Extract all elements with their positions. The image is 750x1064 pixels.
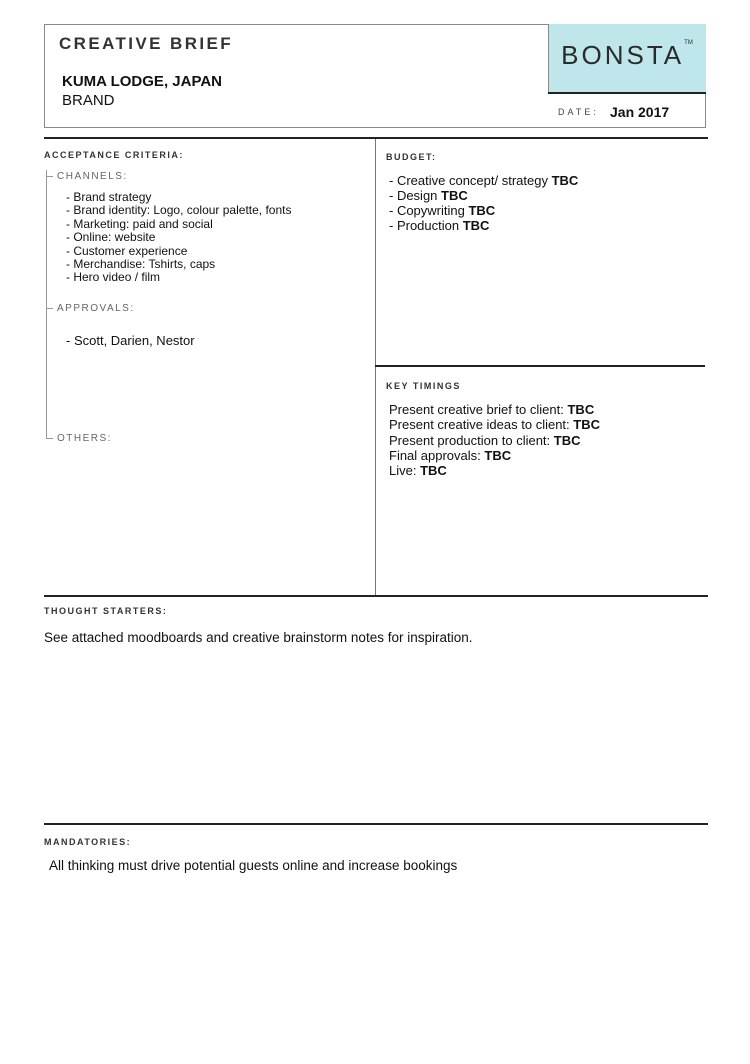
list-item: - Marketing: paid and social — [66, 216, 213, 231]
list-item — [389, 218, 578, 233]
page-title: CREATIVE BRIEF — [59, 34, 234, 53]
budget-item-value: TBC — [441, 188, 468, 203]
timing-item-value: TBC — [484, 447, 512, 463]
budget-item-value: TBC — [462, 218, 490, 233]
list-item — [389, 402, 600, 417]
timing-item-value: TBC — [553, 432, 581, 448]
list-item: - Brand strategy — [66, 190, 152, 204]
mandatories-text: All thinking must drive potential guests online and increase bookings — [49, 858, 458, 873]
list-item: - Online: website — [66, 230, 156, 245]
key-timings-label: KEY TIMINGS — [386, 381, 461, 391]
divider-top — [44, 137, 708, 139]
divider-vertical — [375, 139, 376, 595]
list-item — [389, 203, 578, 218]
logo-wordmark: BONSTA — [561, 40, 685, 70]
brand-logo — [548, 40, 706, 71]
tree-tick — [46, 438, 53, 439]
logo-trademark: TM — [684, 40, 693, 46]
thought-starters-label: THOUGHT STARTERS: — [44, 606, 168, 616]
timings-list — [389, 402, 600, 478]
list-item — [389, 173, 578, 188]
divider-thought-starters — [44, 595, 708, 597]
budget-item-text: - Copywriting — [389, 203, 469, 218]
list-item: - Customer experience — [66, 243, 188, 258]
timing-item-value: TBC — [573, 417, 600, 433]
list-item — [389, 417, 600, 432]
list-item: - Hero video / film — [66, 270, 161, 285]
budget-item-text: - Production — [389, 218, 463, 233]
channels-label: CHANNELS: — [57, 171, 128, 182]
thought-starters-text: See attached moodboards and creative brainstorm notes for inspiration. — [44, 630, 473, 645]
date-divider — [548, 92, 706, 94]
divider-budget-timings — [375, 365, 705, 367]
timing-item-text: Present creative brief to client: — [389, 402, 568, 417]
approvals-label: APPROVALS: — [57, 303, 135, 314]
channels-list — [66, 191, 291, 285]
timing-item-text: Present production to client: — [389, 432, 554, 448]
project-name: KUMA LODGE, JAPAN — [62, 73, 223, 90]
budget-item-value: TBC — [468, 203, 496, 218]
budget-label: BUDGET: — [386, 152, 437, 162]
timing-item-value: TBC — [567, 402, 595, 417]
list-item — [389, 188, 578, 203]
budget-item-text: - Design — [389, 188, 442, 203]
budget-item-value: TBC — [551, 173, 579, 188]
date-value: Jan 2017 — [610, 104, 670, 120]
timing-item-text: Live: — [389, 463, 421, 479]
criteria-tree-line — [46, 170, 47, 438]
timing-item-text: Present creative ideas to client: — [389, 417, 574, 433]
timing-item-value: TBC — [420, 463, 447, 479]
timing-item-text: Final approvals: — [389, 447, 485, 463]
budget-list — [389, 173, 578, 233]
list-item: - Merchandise: Tshirts, caps — [66, 257, 216, 272]
budget-item-text: - Creative concept/ strategy — [389, 173, 552, 188]
tree-tick — [46, 176, 53, 177]
approvals-value: - Scott, Darien, Nestor — [66, 333, 195, 348]
list-item — [389, 463, 600, 478]
date-label: DATE: — [558, 107, 599, 117]
list-item — [389, 433, 600, 448]
project-subtitle: BRAND — [62, 92, 115, 109]
acceptance-criteria-label: ACCEPTANCE CRITERIA: — [44, 150, 184, 160]
list-item: - Brand identity: Logo, colour palette, fonts — [66, 203, 292, 218]
mandatories-label: MANDATORIES: — [44, 837, 132, 847]
list-item — [389, 448, 600, 463]
tree-tick — [46, 308, 53, 309]
divider-mandatories — [44, 823, 708, 825]
others-label: OTHERS: — [57, 433, 112, 444]
